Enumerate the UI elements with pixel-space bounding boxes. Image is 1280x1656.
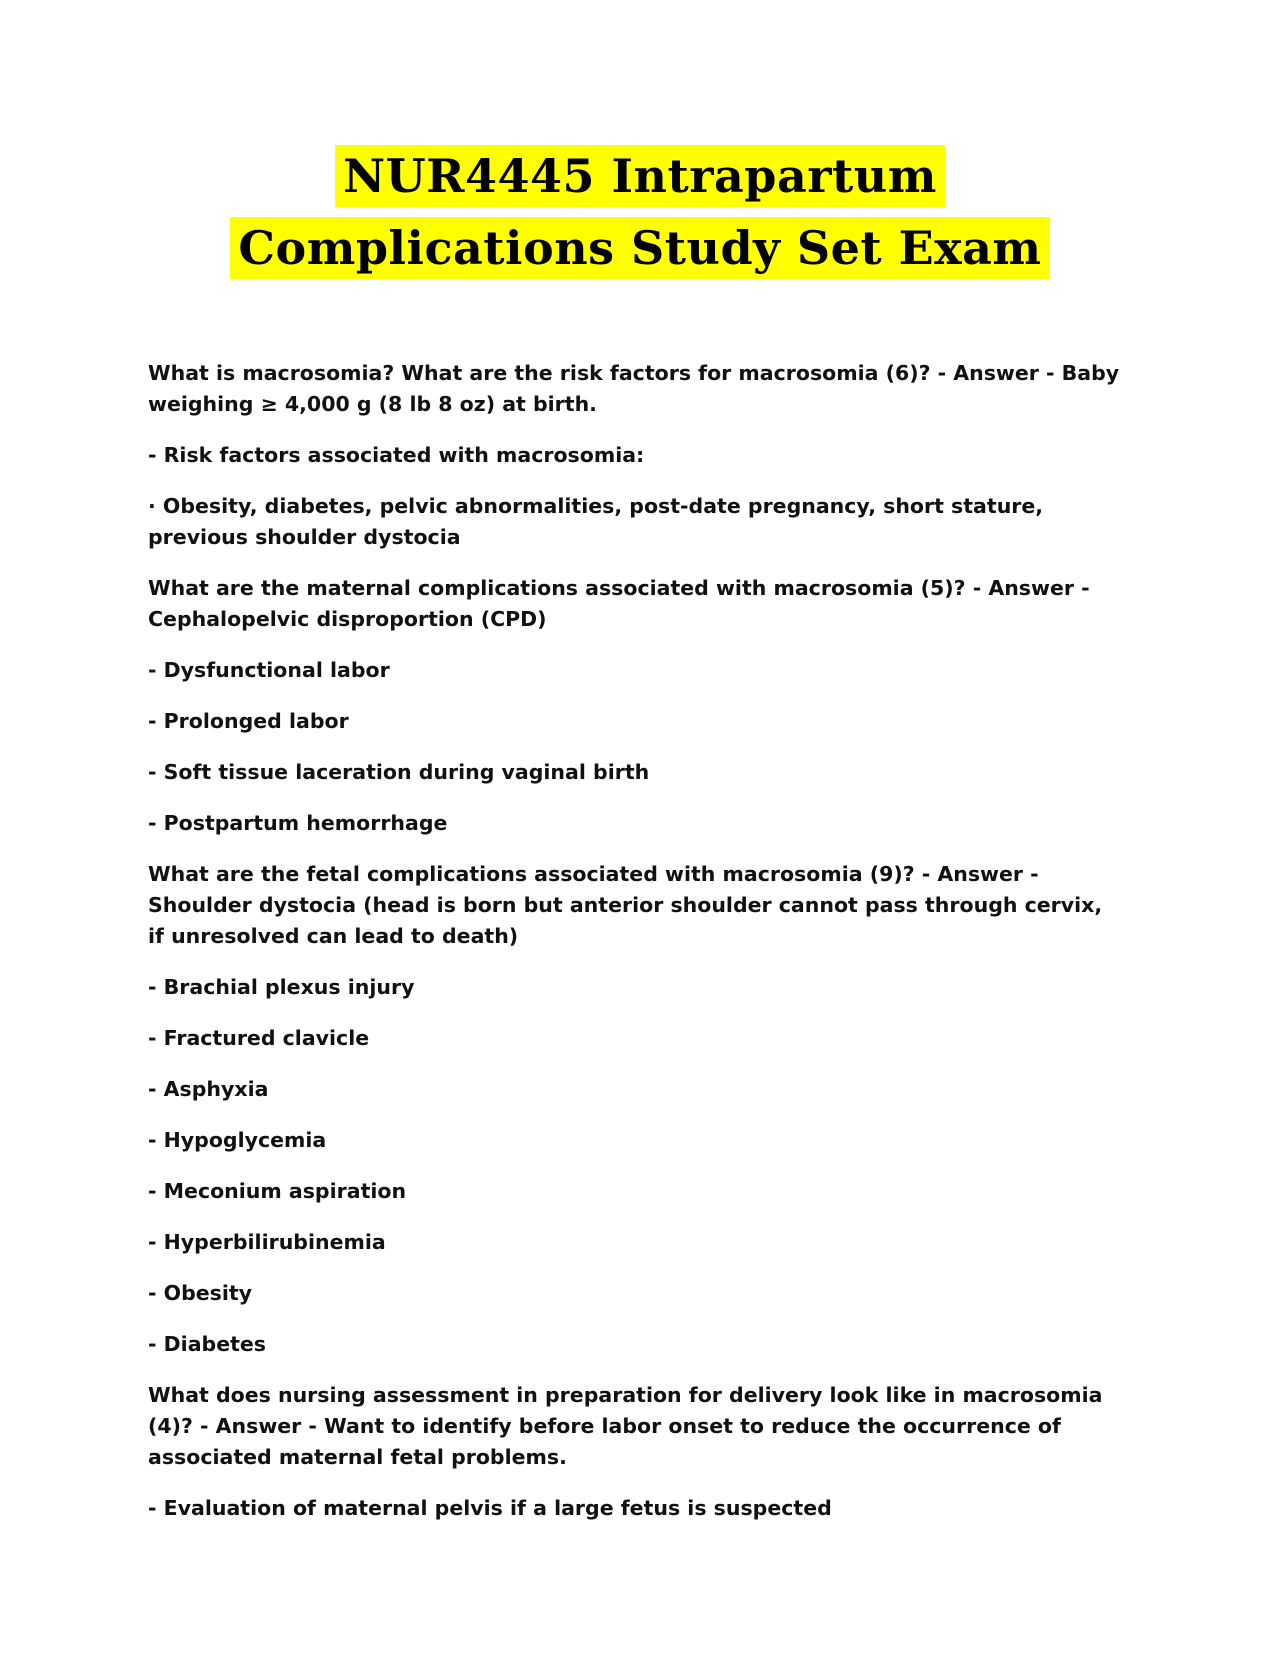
paragraph-question-nursing: What does nursing assessment in preparation for delivery look like in macrosomia (4)? - Answer - Want to identify before labor onset to reduce the occurrence of associated maternal fetal problems. (148, 1383, 1103, 1469)
list-item: - Fractured clavicle (148, 1026, 370, 1050)
paragraph-risk-factors-list: · Obesity, diabetes, pelvic abnormalities, post-date pregnancy, short stature, previous shoulder dystocia (148, 494, 1044, 549)
document-body (148, 358, 1123, 1544)
list-item: - Evaluation of maternal pelvis if a large fetus is suspected (148, 1496, 832, 1520)
list-item: - Hyperbilirubinemia (148, 1230, 386, 1254)
list-item: - Hypoglycemia (148, 1128, 327, 1152)
title-line-1: NUR4445 Intrapartum (335, 145, 945, 207)
paragraph-question-macrosomia: What is macrosomia? What are the risk factors for macrosomia (6)? - Answer - Baby weighing ≥ 4,000 g (8 lb 8 oz) at birth. (148, 361, 1120, 416)
paragraph-question-fetal: What are the fetal complications associated with macrosomia (9)? - Answer - Shoulder dystocia (head is born but anterior shoulder cannot pass through cervix, if unresolved can lead to death) (148, 862, 1103, 948)
title-line-2: Complications Study Set Exam (230, 217, 1049, 279)
list-item: - Brachial plexus injury (148, 975, 415, 999)
list-item: - Postpartum hemorrhage (148, 811, 448, 835)
list-item: - Prolonged labor (148, 709, 349, 733)
document-title (0, 145, 1280, 279)
list-item: - Meconium aspiration (148, 1179, 407, 1203)
list-item: - Dysfunctional labor (148, 658, 390, 682)
list-item: - Soft tissue laceration during vaginal birth (148, 760, 650, 784)
list-item: - Obesity (148, 1281, 253, 1305)
list-item: - Diabetes (148, 1332, 267, 1356)
paragraph-risk-factors-heading: - Risk factors associated with macrosomia: (148, 443, 645, 467)
list-item: - Asphyxia (148, 1077, 269, 1101)
paragraph-question-maternal: What are the maternal complications associated with macrosomia (5)? - Answer - Cephalopelvic disproportion (CPD) (148, 576, 1090, 631)
